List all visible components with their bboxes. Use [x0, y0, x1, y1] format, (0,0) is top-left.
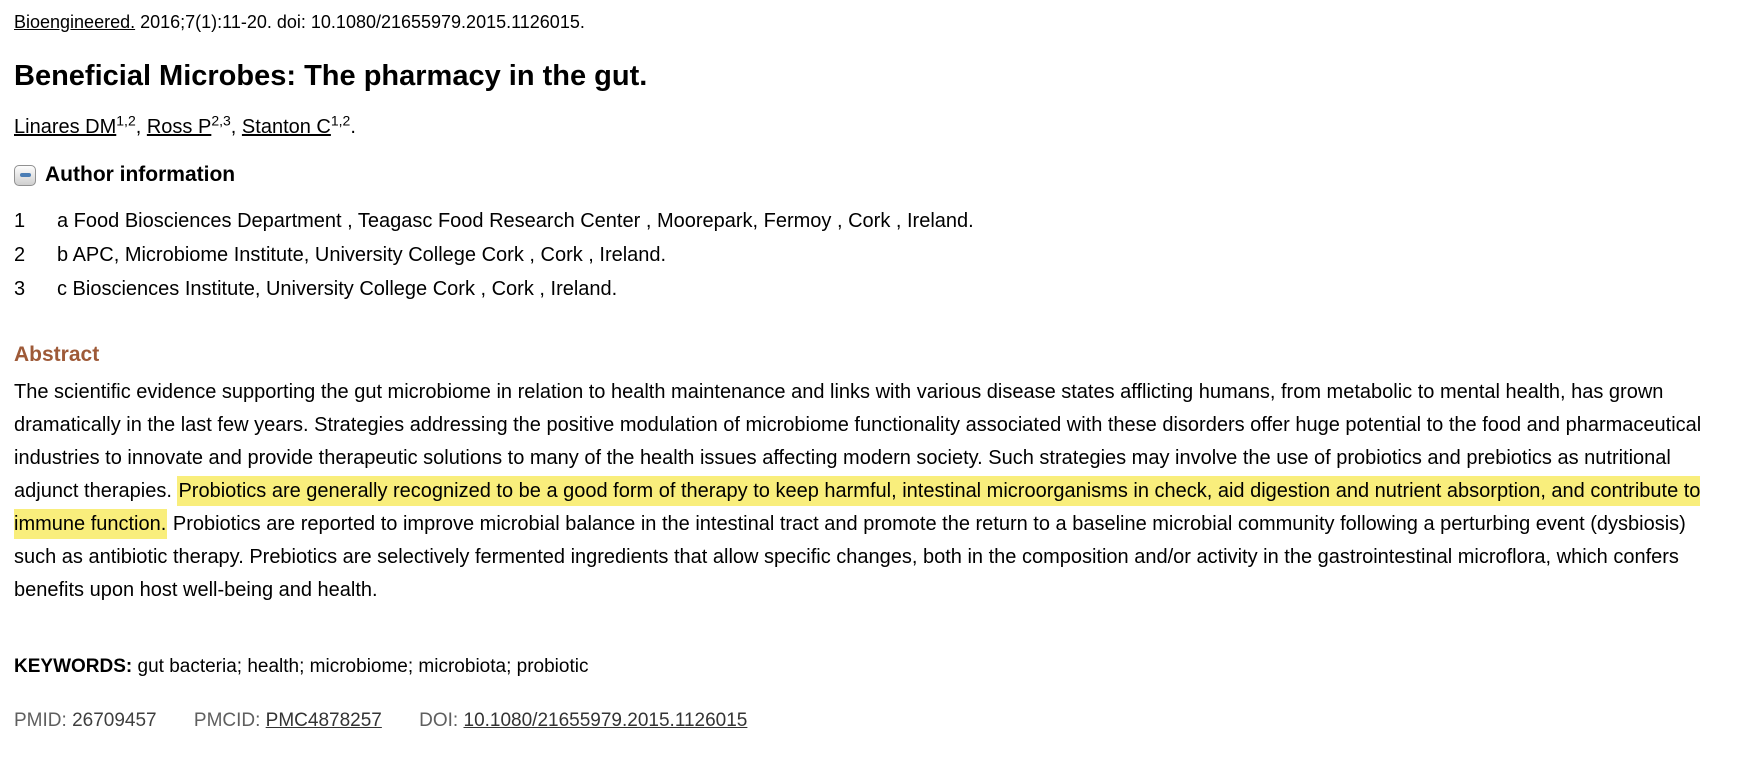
keywords-label: KEYWORDS:	[14, 656, 133, 677]
doi-group	[419, 710, 747, 731]
affiliation-text: a Food Biosciences Department , Teagasc Food Research Center , Moorepark, Fermoy , Cork , Ireland.	[57, 210, 974, 232]
author-link-linares[interactable]: Linares DM	[14, 116, 117, 138]
author-superscript: 1,2	[116, 112, 136, 129]
keywords-text: gut bacteria; health; microbiome; microbiota; probiotic	[137, 656, 589, 677]
doi-label: DOI:	[419, 710, 459, 731]
abstract-paragraph	[14, 376, 1722, 607]
pmcid-link[interactable]: PMC4878257	[265, 710, 382, 731]
pmcid-label: PMCID:	[193, 710, 261, 731]
affiliation-row	[14, 272, 1722, 306]
affiliation-number: 2	[14, 244, 26, 266]
pmid-label: PMID:	[14, 710, 67, 731]
author-superscript: 2,3	[211, 112, 231, 129]
authors-line	[14, 114, 1722, 140]
minus-glyph	[20, 173, 31, 177]
citation-line	[14, 10, 1722, 34]
abstract-text-before: The scientific evidence supporting the gut microbiome in relation to health maintenance and links with various disease states afflicting humans, from metabolic to mental health, has grown dramatically in the last few years. Strategies addressing the positive modulation of microbiome functionality associated with these disorders offer huge potential to the food and pharmaceutical industries to innovate and provide therapeutic solutions to many of the health issues affecting modern society. Such strategies may involve the use of probiotics and prebiotics as nutritional adjunct therapies.	[14, 381, 1702, 502]
author-superscript: 1,2	[330, 112, 351, 129]
pmcid-group	[194, 710, 382, 731]
abstract-highlighted-text: Probiotics are generally recognized to be a good form of therapy to keep harmful, intestinal microorganisms in check, aid digestion and nutrient absorption, and contribute to immune function.	[14, 476, 1700, 539]
author-information-label[interactable]: Author information	[45, 163, 236, 186]
author-separator: .	[350, 116, 356, 138]
author-information-header	[14, 163, 1722, 187]
article-title: Beneficial Microbes: The pharmacy in the gut.	[14, 60, 648, 92]
affiliation-number: 1	[14, 210, 26, 232]
pmid-group	[14, 710, 157, 731]
journal-link[interactable]: Bioengineered.	[14, 12, 136, 32]
pmid-value: 26709457	[72, 710, 157, 731]
author-separator: ,	[230, 116, 242, 138]
affiliation-number: 3	[14, 278, 26, 300]
affiliation-text: b APC, Microbiome Institute, University College Cork , Cork , Ireland.	[57, 244, 667, 266]
author-separator: ,	[135, 116, 147, 138]
abstract-text-after: Probiotics are reported to improve microbial balance in the intestinal tract and promote the return to a baseline microbial community following a perturbing event (dysbiosis) such as antibiotic therapy. Prebiotics are selectively fermented ingredients that allow specific changes, both in the composition and/or activity in the gastrointestinal microflora, which confers benefits upon host well-being and health.	[14, 513, 1686, 601]
affiliation-text: c Biosciences Institute, University College Cork , Cork , Ireland.	[57, 278, 618, 300]
author-link-stanton[interactable]: Stanton C	[241, 116, 331, 138]
article-ids-line	[14, 709, 1722, 733]
collapse-minus-icon[interactable]	[14, 165, 36, 186]
abstract-heading: Abstract	[14, 343, 100, 366]
author-link-ross[interactable]: Ross P	[146, 116, 212, 138]
affiliation-row	[14, 204, 1722, 238]
affiliation-list	[14, 204, 1722, 306]
affiliation-row	[14, 238, 1722, 272]
citation-text: 2016;7(1):11-20. doi: 10.1080/21655979.2015.1126015.	[140, 12, 585, 32]
keywords-line	[14, 655, 1722, 679]
doi-link[interactable]: 10.1080/21655979.2015.1126015	[463, 710, 748, 731]
